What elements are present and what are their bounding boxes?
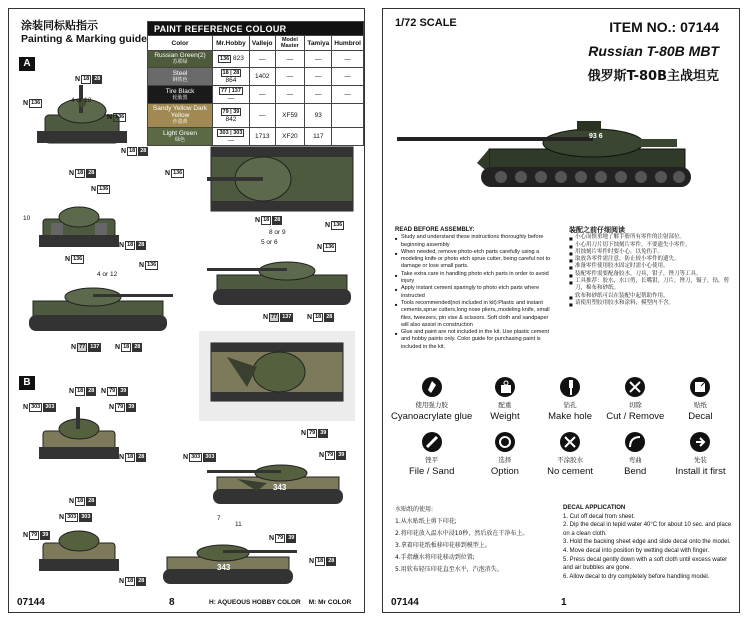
paint-vallejo: 1713: [249, 128, 275, 146]
ref-a-left-bottom-2: N 18 28: [115, 344, 141, 351]
tank-top-view-b: [207, 337, 347, 407]
tank-front-view-b1: [39, 407, 119, 467]
col-humbrol: Humbrol: [332, 36, 364, 51]
paint-color-name: Steel 钢铁色: [148, 68, 213, 86]
left-item-footer: 07144: [17, 597, 45, 608]
ref-a-top-right: N 136: [325, 222, 343, 229]
option-icon: [495, 432, 515, 452]
paint-humbrol: —: [332, 51, 364, 68]
ref-a-top-left: N 136: [165, 170, 183, 177]
tank-rear-view-a2: [39, 195, 119, 255]
ref-b-side-top: N 79 39: [301, 430, 327, 437]
ref-a2-right: N 136: [91, 186, 109, 193]
symbol-option: [472, 432, 537, 477]
decal-icon: [690, 377, 710, 397]
item-number: ITEM NO.: 07144: [609, 19, 719, 35]
ref-b1-top: N 18 28: [69, 388, 95, 395]
paint-mrhobby: 136 823: [213, 51, 250, 68]
symbol-file: [391, 432, 472, 477]
weight-icon: [495, 377, 515, 397]
ref-b2-top: N 18 28: [69, 498, 95, 505]
instruction-item: 3.拿着印花纸板移印花移到模型上。: [395, 542, 491, 549]
decal-head-cn: 水贴纸的使用:: [395, 506, 434, 513]
instruction-item: ■ 用蚀刻片零件时要小心，以免伤手。: [569, 249, 729, 256]
col-tamiya: Tamiya: [305, 36, 332, 51]
ref-a1-left: N 136: [23, 100, 41, 107]
paint-table-heading: PAINT REFERENCE COLOUR: [148, 22, 364, 36]
paint-mrhobby: 18 | 28 864: [213, 68, 250, 86]
model-name-en: Russian T-80B MBT: [588, 43, 719, 59]
decal-instructions-cn: [395, 504, 560, 576]
ref-a-right-bottom-2: N 18 28: [307, 314, 333, 321]
callout-343-b1: 343: [273, 483, 287, 492]
ref-a-left-side-top: N 136: [65, 256, 83, 263]
paint-color-name: Russian Green(2) 苏联绿: [148, 51, 213, 68]
callout-8or9: 8 or 9: [269, 229, 286, 236]
instruction-item: ■ 装配零件需要配备胶水，刀具，钳子，锉刀等工具。: [569, 271, 729, 278]
drill-icon: [560, 377, 580, 397]
install-first-icon: [690, 432, 710, 452]
left-page-number: 8: [169, 597, 175, 608]
ref-b2-left: N 303 303: [59, 514, 91, 521]
paint-modelmaster: XF59: [275, 104, 305, 128]
symbol-label-cn: 弯曲: [628, 456, 642, 464]
symbol-label-en: Cyanoacrylate glue: [391, 411, 473, 422]
left-page: [8, 8, 365, 613]
ref-a1-bottom: N 18 28: [121, 148, 147, 155]
instruction-item: ■ Glue and paint are not included in the kit. Use plastic cement and hobby paints only. Color guide for purchasing paint is included in the kit.: [395, 329, 555, 351]
symbol-label-en: Cut / Remove: [606, 411, 665, 422]
decal-instructions-en: [563, 504, 733, 581]
ref-b-side-left: N 303 303: [183, 454, 215, 461]
symbol-label-cn: 切除: [628, 401, 642, 409]
paint-modelmaster: —: [275, 51, 305, 68]
tank-hero-illustration: [397, 109, 697, 199]
paint-row: [148, 68, 364, 86]
ref-b-left-side-right: N 18 28: [309, 558, 335, 565]
symbol-drill: [537, 377, 602, 422]
paint-vallejo: —: [249, 104, 275, 128]
symbol-label-en: Install it first: [675, 466, 726, 477]
bend-icon: [625, 432, 645, 452]
symbol-label-en: No cement: [547, 466, 594, 477]
right-item-footer: 07144: [391, 597, 419, 608]
instruction-item: ■ 小心用刀片切下蚀刻片零件，不要遗失小零件。: [569, 242, 729, 249]
symbol-label-cn: 锉平: [425, 456, 439, 464]
paint-humbrol: —: [332, 86, 364, 104]
instruction-item: ■ 工具推荐：胶水，水口剪，长嘴钳，刀片，锉刀，镊子，钻，剪刀，棉布和砂纸。: [569, 278, 729, 293]
symbol-decal: [668, 377, 733, 422]
callout-7: 7: [217, 515, 221, 522]
tank-number: 93 6: [589, 133, 603, 140]
ref-b2-bottom-left: N 79 39: [23, 532, 49, 539]
tank-top-view-a: [207, 139, 357, 219]
col-mrhobby: Mr.Hobby: [213, 36, 250, 51]
paint-row: [148, 104, 364, 128]
callout-343-b2: 343: [217, 563, 231, 572]
paint-tamiya: —: [305, 68, 332, 86]
ref-a1-right: N 136: [107, 114, 125, 121]
paint-mrhobby: 303 | 303 —: [213, 128, 250, 146]
symbol-label-cn: 先装: [693, 456, 707, 464]
instruction-item: ■ 小心而慎重地了解手册所有零件的注射部位。: [569, 234, 729, 241]
section-b-label: B: [19, 376, 35, 390]
instruction-item: 6. Allow decal to dry completely before handling model.: [563, 573, 710, 580]
paint-humbrol: [332, 104, 364, 128]
instruction-item: ■ 取放各零件需注意，防止较小零件的遗失。: [569, 256, 729, 263]
section-a-label: A: [19, 57, 35, 71]
instruction-item: 2.将印花放入温水中浸10秒，然后放在干净布上。: [395, 530, 529, 537]
paint-legend: [209, 599, 351, 606]
symbol-glue: [391, 377, 472, 422]
symbol-label-cn: 选择: [498, 456, 512, 464]
symbol-label-en: File / Sand: [408, 466, 455, 477]
col-color: Color: [148, 36, 213, 51]
symbol-label-cn: 贴纸: [693, 401, 707, 409]
paint-color-name: Sandy Yellow Dark Yellow 沙漠黄: [148, 104, 213, 128]
symbol-install-first: [668, 432, 733, 477]
paint-mrhobby: 79 | 39 842: [213, 104, 250, 128]
symbol-cutter: [603, 377, 668, 422]
paint-row: [148, 86, 364, 104]
paint-color-name: Light Green 绿色: [148, 128, 213, 146]
instruction-item: 4.手指蘸水将印花移动到位置;: [395, 554, 475, 561]
ref-b-side-right: N 79 39: [319, 452, 345, 459]
ref-b1-top2: N 79 39: [101, 388, 127, 395]
instruction-item: ■ 请使用塑胶用胶水和涂料，模型内不含。: [569, 300, 729, 307]
paint-modelmaster: —: [275, 68, 305, 86]
symbol-label-en: Weight: [490, 411, 520, 422]
instruction-item: ■ When needed, remove photo-etch parts carefully using a modeling knife or photo etch sprue cutter, being careful not to damage or lose small parts.: [395, 249, 555, 271]
instruction-item: ■ Apply instant cement sparingly to photo etch parts where instructed: [395, 285, 555, 300]
glue-icon: [422, 377, 442, 397]
no-cement-icon: [560, 432, 580, 452]
ref-a1-top: N 18 28: [75, 76, 101, 83]
ref-b2-bottom: N 18 28: [119, 578, 145, 585]
guide-title-cn: 涂装同标贴指示: [21, 19, 98, 32]
right-page: [382, 8, 740, 613]
instruction-item: 3. Hold the backing sheet edge and slide decal onto the model.: [563, 539, 731, 546]
col-vallejo: Vallejo: [249, 36, 275, 51]
paint-tamiya: 117: [305, 128, 332, 146]
col-modelmaster: Model Master: [275, 36, 305, 51]
paint-humbrol: —: [332, 68, 364, 86]
paint-modelmaster: —: [275, 86, 305, 104]
paint-tamiya: 93: [305, 104, 332, 128]
instruction-item: 1. Cut off decal from sheet.: [563, 513, 635, 520]
ref-a-side-right-far: N 136: [317, 244, 335, 251]
ref-a-side-right-top: N 18 28: [255, 217, 281, 224]
instruction-item: 2. Dip the decal in tepid water 40°C for about 10 sec. and place on a clean cloth.: [563, 522, 732, 537]
symbol-label-en: Bend: [624, 466, 647, 477]
instruction-item: ■ Take extra care in handling photo etch parts in order to avoid injury: [395, 271, 555, 286]
symbol-weight: [472, 377, 537, 422]
legend-aqueous: H: AQUEOUS HOBBY COLOR: [209, 599, 301, 606]
symbol-label-cn: 配重: [498, 401, 512, 409]
instruction-item: 4. Move decal into position by wetting decal with finger.: [563, 547, 710, 554]
paint-row: [148, 51, 364, 68]
instruction-item: ■ Study and understand these instructions thoroughly before beginning assembly: [395, 234, 555, 249]
legend-mr-color: M: Mr COLOR: [308, 599, 352, 606]
assembly-head-en: READ BEFORE ASSEMBLY:: [395, 227, 475, 233]
symbol-label-cn: 钻孔: [563, 401, 577, 409]
model-name-cn: 俄罗斯T-80B主战坦克: [587, 69, 719, 84]
guide-title-en: Painting & Marking guide: [21, 33, 148, 45]
paint-color-name: Tire Black 轮胎黑: [148, 86, 213, 104]
instruction-item: ■ Tools recommended(not included in kit):Plastic and instant cements,sprue cutters,long nose pliers,,modeling knife, small files, tweezers, pin vise & scissors. Soft cloth and sandpaper will also assist in construction: [395, 300, 555, 329]
instruction-item: ■ 准备零件使用胶水固定时需小心使用。: [569, 263, 729, 270]
symbol-label-cn: 不涂胶水: [557, 456, 584, 464]
paint-vallejo: —: [249, 86, 275, 104]
callout-10: 10: [23, 215, 31, 222]
paint-tamiya: —: [305, 51, 332, 68]
callout-11: 11: [235, 521, 242, 528]
callout-5or6: 5 or 6: [261, 239, 278, 246]
callout-4or12: 4 or 12: [71, 97, 92, 104]
symbol-legend: [391, 377, 733, 477]
symbol-label-cn: 使用强力胶: [415, 401, 448, 409]
callout-4or12-side: 4 or 12: [97, 271, 118, 278]
paint-reference-table: [147, 21, 364, 146]
symbol-label-en: Make hole: [548, 411, 592, 422]
symbol-label-en: Decal: [688, 411, 713, 422]
symbol-bend: [603, 432, 668, 477]
ref-b-left-side-top: N 79 39: [269, 535, 295, 542]
instruction-item: 5.用软布轻压印花直至水平，汽泡消失。: [395, 566, 503, 573]
instruction-item: ■ 软布和砂纸可以在装配中起帮助作用。: [569, 293, 729, 300]
paint-mrhobby: 77 | 137 —: [213, 86, 250, 104]
paint-vallejo: —: [249, 51, 275, 68]
right-page-number: 1: [561, 597, 567, 608]
ref-b1-right: N 79 39: [109, 404, 135, 411]
symbol-label-en: Option: [490, 466, 519, 477]
file-icon: [422, 432, 442, 452]
instruction-item: 1.从水贴纸上剪下印花;: [395, 518, 457, 525]
paint-vallejo: 1402: [249, 68, 275, 86]
tank-rear-view-b2: [39, 519, 119, 579]
assembly-head-cn: 装配之前仔细阅读: [569, 226, 625, 234]
cutter-icon: [625, 377, 645, 397]
scale-label: 1/72 SCALE: [395, 17, 457, 29]
ref-a-left-side-top2: N 136: [139, 262, 157, 269]
ref-b1-bottom: N 18 28: [119, 454, 145, 461]
instruction-item: 5. Press decal gently down with a soft cloth until excess water and air bubbles are gone.: [563, 556, 728, 572]
ref-b1-left: N 303 303: [23, 404, 55, 411]
tank-right-side-view-a: [207, 255, 357, 310]
assembly-notes-cn: [569, 227, 729, 307]
ref-a-right-bottom-1: N 77 137: [263, 314, 292, 321]
symbol-no-cement: [537, 432, 602, 477]
paint-tamiya: —: [305, 86, 332, 104]
paint-modelmaster: XF20: [275, 128, 305, 146]
ref-a2-top: N 18 28: [69, 170, 95, 177]
ref-a2-bottom: N 18 28: [119, 242, 145, 249]
decal-head-en: DECAL APPLICATION: [563, 505, 626, 511]
tank-left-side-view-a: [23, 281, 173, 336]
ref-a-left-bottom-1: N 77 137: [71, 344, 100, 351]
assembly-notes-en: [395, 227, 555, 351]
